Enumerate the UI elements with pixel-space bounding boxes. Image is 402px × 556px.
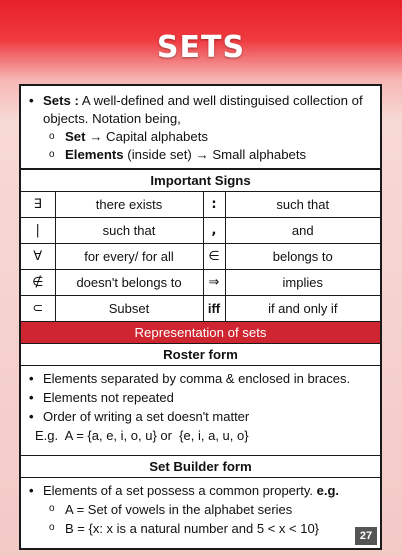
meaning-cell: and — [225, 218, 380, 244]
circle-bullet-icon: o — [49, 503, 55, 514]
list-item: • Elements of a set possess a common property. e.g. — [29, 483, 340, 498]
meaning-cell: there exists — [55, 192, 203, 218]
symbol-cell: ∉ — [21, 270, 55, 296]
roster-heading: Roster form — [21, 344, 380, 366]
circle-bullet-icon: o — [49, 522, 55, 533]
set-term: Set — [65, 129, 86, 144]
symbol-cell: ⊂ — [21, 296, 55, 322]
table-row — [21, 244, 380, 270]
representation-heading: Representation of sets — [21, 322, 380, 344]
meaning-cell: belongs to — [225, 244, 380, 270]
meaning-cell: such that — [55, 218, 203, 244]
meaning-cell: Subset — [55, 296, 203, 322]
elements-term: Elements — [65, 147, 124, 162]
table-row — [21, 296, 380, 322]
symbol-cell: , — [203, 218, 225, 244]
symbol-cell: ⇒ — [203, 270, 225, 296]
meaning-cell: for every/ for all — [55, 244, 203, 270]
sets-description: A well-defined and well distinguised collection of objects. Notation being, — [43, 93, 363, 126]
elements-description: (inside set) → Small alphabets — [123, 147, 307, 162]
meaning-cell: implies — [225, 270, 380, 296]
page-number: 27 — [355, 527, 377, 545]
symbol-cell: iff — [203, 296, 225, 322]
circle-bullet-icon: o — [49, 149, 55, 160]
content-card — [19, 84, 382, 550]
list-item: o B = {x: x is a natural number and 5 < x < 10} — [49, 521, 320, 536]
list-item: • Order of writing a set doesn't matter — [29, 409, 250, 424]
list-item: o A = Set of vowels in the alphabet series — [49, 502, 293, 517]
symbol-cell: : — [203, 192, 225, 218]
table-row — [21, 270, 380, 296]
bullet-icon: • — [29, 371, 34, 386]
set-notation — [29, 128, 374, 146]
meaning-cell: such that — [225, 192, 380, 218]
bullet-icon: • — [29, 409, 34, 424]
sets-definition — [29, 92, 374, 128]
set-builder-section — [21, 478, 380, 538]
bullet-icon: • — [29, 390, 34, 405]
page-title: SETS — [156, 30, 246, 65]
signs-table — [21, 192, 380, 322]
set-builder-heading: Set Builder form — [21, 456, 380, 478]
symbol-cell: ∃ — [21, 192, 55, 218]
list-item: • Elements separated by comma & enclosed in braces. — [29, 371, 351, 386]
sets-term: Sets : — [43, 93, 79, 108]
roster-section — [21, 366, 380, 456]
elements-notation — [29, 146, 374, 164]
table-row — [21, 192, 380, 218]
circle-bullet-icon: o — [49, 131, 55, 142]
symbol-cell: | — [21, 218, 55, 244]
symbol-cell: ∈ — [203, 244, 225, 270]
important-signs-heading: Important Signs — [21, 170, 380, 192]
meaning-cell: if and only if — [225, 296, 380, 322]
meaning-cell: doesn't belongs to — [55, 270, 203, 296]
list-item: • Elements not repeated — [29, 390, 174, 405]
table-row — [21, 218, 380, 244]
set-description: → Capital alphabets — [85, 129, 208, 144]
intro-section — [21, 86, 380, 170]
roster-example: E.g. A = {a, e, i, o, u} or {e, i, a, u, o} — [35, 428, 249, 443]
bullet-icon: • — [29, 483, 34, 498]
bullet-icon: • — [29, 93, 34, 108]
symbol-cell: ∀ — [21, 244, 55, 270]
